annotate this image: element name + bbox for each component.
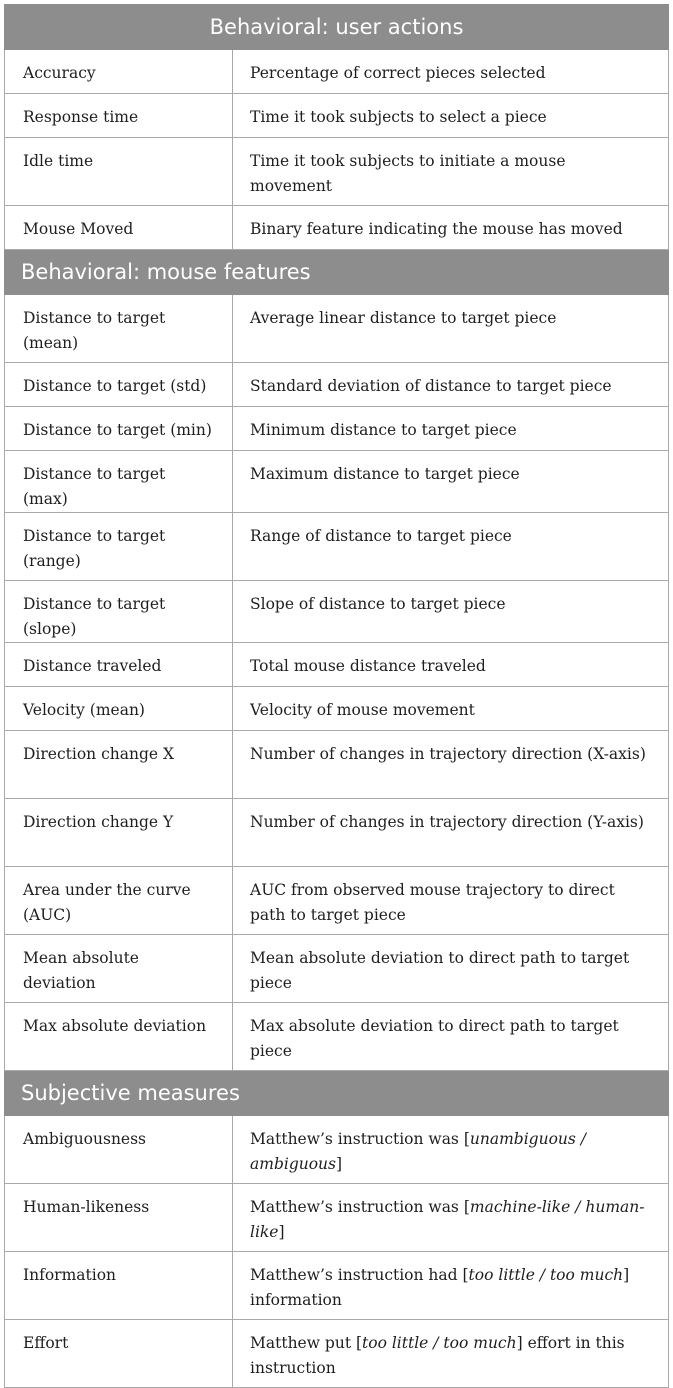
section-title: Behavioral: mouse features (5, 250, 669, 295)
desc-prefix: Matthew’s instruction was [ (250, 1130, 470, 1148)
table-row (5, 50, 669, 94)
feature-name: Velocity (mean) (5, 687, 233, 731)
table-row (5, 1184, 669, 1252)
table-row (5, 513, 669, 581)
table-row (5, 581, 669, 643)
table-row (5, 94, 669, 138)
feature-description (233, 1116, 669, 1184)
desc-suffix: ] (336, 1155, 343, 1173)
desc-options: too little / too much (362, 1334, 517, 1352)
table-row (5, 1252, 669, 1320)
table-row (5, 867, 669, 935)
feature-name: Distance to target (mean) (5, 295, 233, 363)
table-row (5, 731, 669, 799)
feature-name: Distance to target (max) (5, 451, 233, 513)
feature-description: AUC from observed mouse trajectory to direct path to target piece (233, 867, 669, 935)
table-row (5, 1116, 669, 1184)
feature-description: Mean absolute deviation to direct path to target piece (233, 935, 669, 1003)
feature-name: Distance traveled (5, 643, 233, 687)
table-row (5, 138, 669, 206)
feature-name: Accuracy (5, 50, 233, 94)
feature-description: Minimum distance to target piece (233, 407, 669, 451)
desc-prefix: Matthew’s instruction had [ (250, 1266, 469, 1284)
feature-name: Response time (5, 94, 233, 138)
feature-description: Time it took subjects to initiate a mouse movement (233, 138, 669, 206)
feature-name: Distance to target (std) (5, 363, 233, 407)
section-header-subjective-measures (5, 1071, 669, 1116)
feature-description: Maximum distance to target piece (233, 451, 669, 513)
feature-name: Distance to target (min) (5, 407, 233, 451)
table-row (5, 799, 669, 867)
feature-name: Mean absolute deviation (5, 935, 233, 1003)
table-row (5, 643, 669, 687)
table-row (5, 687, 669, 731)
table-row (5, 1320, 669, 1388)
feature-name: Human-likeness (5, 1184, 233, 1252)
feature-description: Total mouse distance traveled (233, 643, 669, 687)
feature-name: Distance to target (slope) (5, 581, 233, 643)
table-row (5, 363, 669, 407)
feature-description: Number of changes in trajectory direction (X-axis) (233, 731, 669, 799)
feature-name: Max absolute deviation (5, 1003, 233, 1071)
desc-suffix: ] (278, 1223, 285, 1241)
feature-name: Ambiguousness (5, 1116, 233, 1184)
table-row (5, 451, 669, 513)
table-row (5, 1003, 669, 1071)
section-title: Subjective measures (5, 1071, 669, 1116)
feature-description: Number of changes in trajectory direction (Y-axis) (233, 799, 669, 867)
table-row (5, 407, 669, 451)
desc-suffix: ] effort in this instruction (250, 1334, 625, 1377)
feature-description: Binary feature indicating the mouse has moved (233, 206, 669, 250)
feature-name: Mouse Moved (5, 206, 233, 250)
feature-name: Idle time (5, 138, 233, 206)
feature-description (233, 1184, 669, 1252)
section-title: Behavioral: user actions (5, 5, 669, 50)
feature-description: Velocity of mouse movement (233, 687, 669, 731)
table-row (5, 295, 669, 363)
desc-options: unambiguous / ambiguous (250, 1130, 586, 1173)
desc-suffix: ] information (250, 1266, 630, 1309)
feature-table (4, 4, 669, 1388)
feature-description (233, 1252, 669, 1320)
feature-name: Information (5, 1252, 233, 1320)
desc-prefix: Matthew’s instruction was [ (250, 1198, 470, 1216)
feature-name: Distance to target (range) (5, 513, 233, 581)
table-row (5, 935, 669, 1003)
feature-name: Area under the curve (AUC) (5, 867, 233, 935)
desc-options: machine-like / human-like (250, 1198, 645, 1241)
feature-name: Effort (5, 1320, 233, 1388)
feature-description: Max absolute deviation to direct path to target piece (233, 1003, 669, 1071)
table-row (5, 206, 669, 250)
feature-name: Direction change Y (5, 799, 233, 867)
desc-options: too little / too much (468, 1266, 624, 1284)
section-header-mouse-features (5, 250, 669, 295)
feature-description: Slope of distance to target piece (233, 581, 669, 643)
section-header-user-actions (5, 5, 669, 50)
feature-description: Time it took subjects to select a piece (233, 94, 669, 138)
desc-prefix: Matthew put [ (250, 1334, 363, 1352)
feature-description: Standard deviation of distance to target piece (233, 363, 669, 407)
feature-description: Average linear distance to target piece (233, 295, 669, 363)
feature-description (233, 1320, 669, 1388)
feature-name: Direction change X (5, 731, 233, 799)
feature-description: Range of distance to target piece (233, 513, 669, 581)
feature-description: Percentage of correct pieces selected (233, 50, 669, 94)
